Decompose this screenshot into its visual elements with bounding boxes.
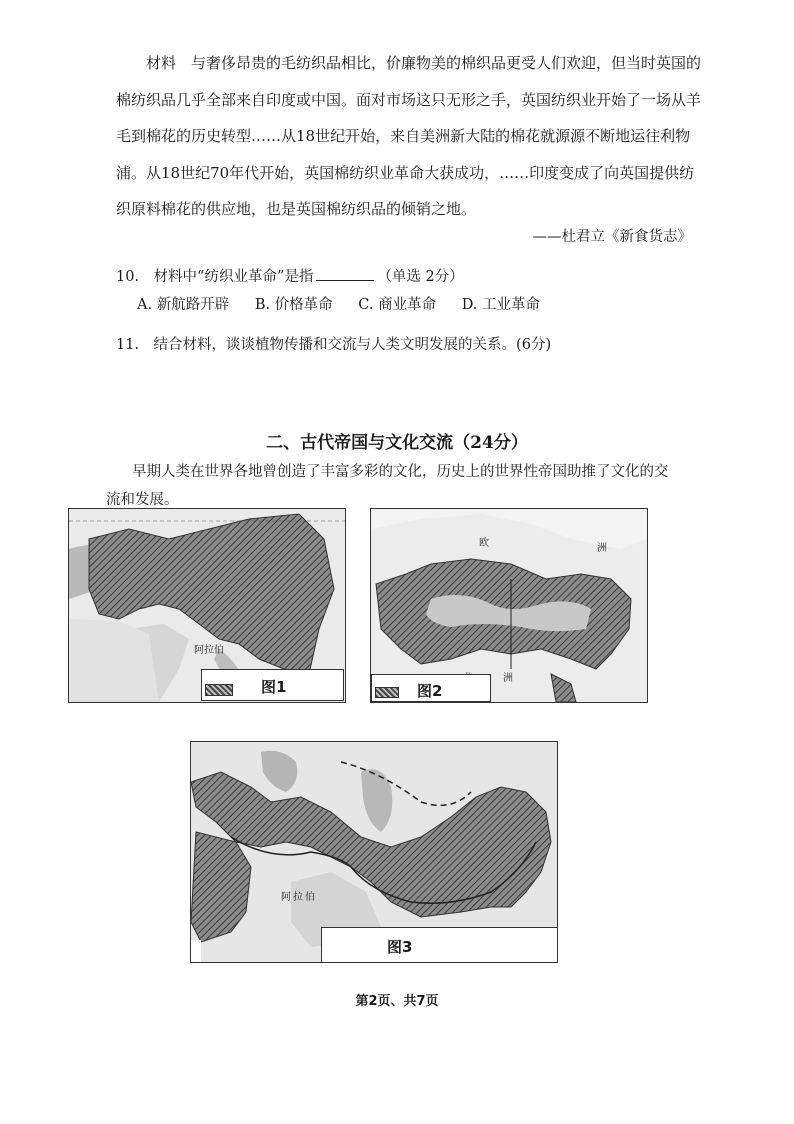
option-a[interactable]: A. 新航路开辟 (137, 297, 230, 313)
map-3-place-label-2: 拉 (293, 892, 303, 903)
question-10-suffix: （单选 2分） (377, 269, 464, 285)
map-2-place-label-1: 欧 (479, 538, 489, 549)
map-figure-2 (370, 508, 648, 703)
map-1-place-label-3: 伯 (214, 645, 224, 656)
map-3-place-label-3: 伯 (305, 892, 315, 903)
map-1-place-label-1: 阿 (194, 645, 204, 656)
map-2-legend-swatch (375, 687, 399, 698)
material-line-4: 浦。从18世纪70年代开始，英国棉纺织业革命大获成功，……印度变成了向英国提供纺 (116, 163, 695, 182)
section-title: 二、古代帝国与文化交流（24分） (266, 433, 528, 453)
map-3-place-label-1: 阿 (281, 892, 291, 903)
question-10-options (137, 293, 561, 314)
map-figure-3 (190, 741, 558, 963)
map-1-legend-swatch (205, 684, 233, 696)
material-line-5: 织原料棉花的供应地，也是英国棉纺织品的倾销之地。 (116, 200, 477, 218)
material-line-1: 材料 与奢侈昂贵的毛纺织品相比，价廉物美的棉织品更受人们欢迎，但当时英国的 (146, 54, 702, 72)
map-2-place-label-4: 洲 (503, 673, 513, 684)
answer-blank[interactable] (316, 268, 374, 281)
question-11: 11. 结合材料，谈谈植物传播和交流与人类文明发展的关系。(6分) (116, 337, 552, 353)
question-10 (116, 265, 464, 286)
page-number: 第2页、共7页 (355, 994, 439, 1009)
material-paragraph (116, 45, 702, 228)
material-source: ——杜君立《新食货志》 (532, 229, 692, 245)
option-b[interactable]: B. 价格革命 (254, 297, 333, 313)
section-intro-text: 早期人类在世界各地曾创造了丰富多彩的文化，历史上的世界性帝国助推了文化的交流和发展。 (106, 464, 669, 508)
section-intro (106, 458, 681, 514)
map-figure-1 (68, 508, 346, 703)
material-line-2: 棉纺织品几乎全部来自印度或中国。面对市场这只无形之手，英国纺织业开始了一场从羊 (116, 90, 702, 109)
question-10-prefix: 10. 材料中“纺织业革命”是指 (116, 269, 314, 285)
option-c[interactable]: C. 商业革命 (358, 297, 437, 313)
map-1-place-label-2: 拉 (204, 645, 214, 656)
map-3-caption: 图3 (387, 938, 413, 956)
map-1-caption: 图1 (261, 678, 287, 696)
material-line-3: 毛到棉花的历史转型……从18世纪开始，来自美洲新大陆的棉花就源源不断地运往利物 (116, 127, 691, 145)
map-2-caption: 图2 (417, 682, 443, 700)
map-2-place-label-2: 洲 (597, 543, 607, 554)
option-d[interactable]: D. 工业革命 (461, 297, 541, 313)
map-3-caption-box (321, 927, 558, 963)
